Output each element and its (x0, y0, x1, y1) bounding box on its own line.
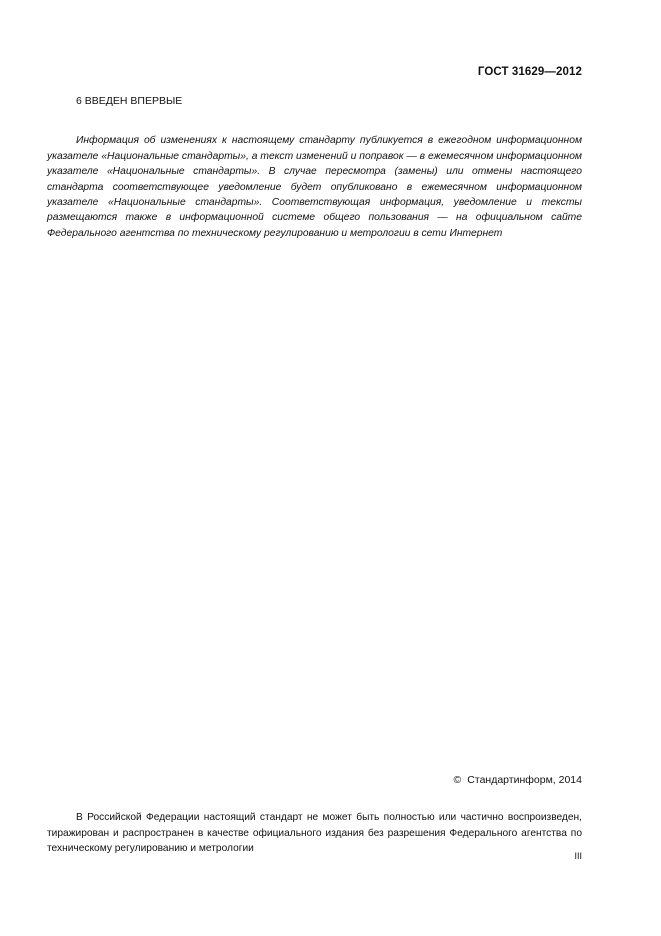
section-item (76, 95, 182, 107)
page-number: III (574, 851, 582, 861)
section-item-text: ВВЕДЕН ВПЕРВЫЕ (84, 95, 183, 107)
section-item-number: 6 (76, 95, 82, 107)
copyright-icon: © (453, 774, 462, 786)
reproduction-notice: В Российской Федерации настоящий стандарт не может быть полностью или частично воспроизведен, тиражирован и распространен в качестве официального издания без разрешения Федерального агентства по техническому регулированию и метрологии (47, 812, 582, 854)
copyright-line (454, 774, 582, 786)
copyright-holder: Стандартинформ, 2014 (467, 774, 582, 786)
document-code: ГОСТ 31629—2012 (477, 66, 582, 78)
info-paragraph: Информация об изменениях к настоящему стандарту публикуется в ежегодном информационном указателе «Национальные стандарты», а текст изменений и поправок — в ежемесячном информационном указателе «Национальные стандарты». В случае пересмотра (замены) или отмены настоящего стандарта соответствующее уведомление будет опубликовано в ежемесячном информационном указателе «Национальные стандарты». Соответствующая информация, уведомление и тексты размещаются также в информационной системе общего пользования — на официальном сайте Федерального агентства по техническому регулированию и метрологии в сети Интернет (47, 135, 582, 239)
